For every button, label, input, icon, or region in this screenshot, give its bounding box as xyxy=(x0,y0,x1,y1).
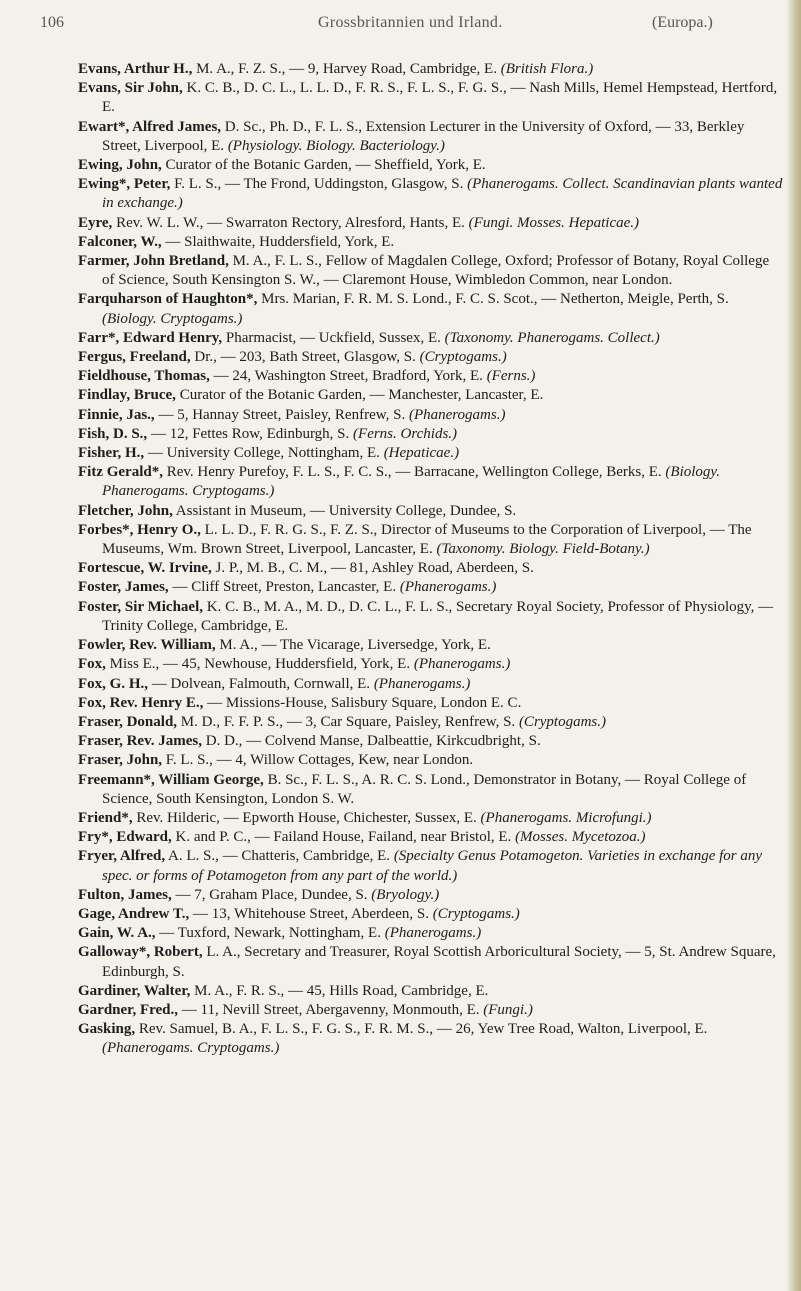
directory-entry xyxy=(78,598,784,636)
entry-specialty: (Bryology.) xyxy=(367,886,440,903)
directory-entry xyxy=(78,463,784,501)
directory-entry xyxy=(78,348,784,367)
entry-specialty: (Cryptogams.) xyxy=(415,349,507,366)
directory-entry xyxy=(78,290,784,328)
entry-details: — 11, Nevill Street, Abergavenny, Monmouth, E. xyxy=(178,1001,480,1018)
entry-details: M. D., F. F. P. S., — 3, Car Square, Paisley, Renfrew, S. xyxy=(177,713,516,730)
entry-specialty: (Hepaticae.) xyxy=(379,445,460,462)
entry-name: Falconer, W., xyxy=(78,233,162,250)
directory-entry xyxy=(78,175,784,213)
entry-specialty: (Mosses. Mycetozoa.) xyxy=(511,829,646,846)
entry-name: Fortescue, W. Irvine, xyxy=(78,560,212,577)
entry-specialty: (Phanerogams.) xyxy=(380,925,482,942)
directory-entry xyxy=(78,1001,784,1020)
entry-name: Ewart*, Alfred James, xyxy=(78,118,222,135)
directory-entry xyxy=(78,425,784,444)
directory-entry xyxy=(78,886,784,905)
entry-name: Ewing*, Peter, xyxy=(78,176,171,193)
entry-specialty: (Phanerogams.) xyxy=(396,579,497,596)
entry-name: Fish, D. S., xyxy=(78,425,148,442)
directory-entry xyxy=(78,367,784,386)
page-header xyxy=(40,8,770,36)
entry-details: Curator of the Botanic Garden, — Sheffield, York, E. xyxy=(161,157,486,174)
entry-name: Foster, James, xyxy=(78,579,169,596)
directory-entry xyxy=(78,79,784,117)
entry-details: — Missions-House, Salisbury Square, London E. C. xyxy=(203,694,522,711)
directory-entry xyxy=(78,214,784,233)
page-number: 106 xyxy=(40,14,64,31)
entry-specialty: (British Flora.) xyxy=(496,61,594,77)
entry-details: Rev. Henry Purefoy, F. L. S., F. C. S., — Barracane, Wellington College, Berks, E. xyxy=(162,464,662,481)
entry-name: Fraser, Donald, xyxy=(78,713,178,730)
entry-specialty: (Phanerogams. Cryptogams.) xyxy=(102,1040,280,1057)
directory-entry xyxy=(78,636,784,655)
region-label: (Europa.) xyxy=(652,14,713,31)
directory-entry xyxy=(78,943,784,981)
entry-details: M. A., F. Z. S., — 9, Harvey Road, Cambridge, E. xyxy=(192,61,497,77)
directory-entry xyxy=(78,502,784,521)
entry-details: — Cliff Street, Preston, Lancaster, E. xyxy=(168,579,397,596)
entry-name: Freemann*, William George, xyxy=(78,771,264,788)
entry-details: F. L. S., — 4, Willow Cottages, Kew, near London. xyxy=(162,752,474,769)
directory-entry xyxy=(78,905,784,924)
directory-entry xyxy=(78,386,784,405)
entry-details: — Slaithwaite, Huddersfield, York, E. xyxy=(161,233,395,250)
entry-specialty: (Physiology. Biology. Bacteriology.) xyxy=(224,137,445,154)
entry-details: L. L. D., F. R. G. S., F. Z. S., Director of Museums to the Corporation of Liverpool, — The Museums, Wm. Brown Street, Liverpool, Lancaster, E. xyxy=(102,521,752,558)
entry-name: Fulton, James, xyxy=(78,886,172,903)
entry-name: Farmer, John Bretland, xyxy=(78,253,229,270)
entry-details: F. L. S., — The Frond, Uddingston, Glasgow, S. xyxy=(170,176,464,193)
directory-entry xyxy=(78,118,784,156)
entry-details: Assistant in Museum, — University College, Dundee, S. xyxy=(172,502,517,519)
entry-specialty: (Fungi.) xyxy=(479,1001,533,1018)
entry-details: L. A., Secretary and Treasurer, Royal Scottish Arboricultural Society, — 5, St. Andrew Square, Edinburgh, S. xyxy=(102,944,776,980)
directory-entry xyxy=(78,444,784,463)
entry-details: — 7, Graham Place, Dundee, S. xyxy=(171,886,368,903)
entry-details: Mrs. Marian, F. R. M. S. Lond., F. C. S. Scot., — Netherton, Meigle, Perth, S. xyxy=(257,291,729,308)
entry-details: — 5, Hannay Street, Paisley, Renfrew, S. xyxy=(154,406,406,423)
directory-entry xyxy=(78,156,784,175)
directory-entry xyxy=(78,559,784,578)
entry-name: Gardner, Fred., xyxy=(78,1001,178,1018)
entry-details: Dr., — 203, Bath Street, Glasgow, S. xyxy=(190,349,416,366)
entry-details: M. A., — The Vicarage, Liversedge, York, E. xyxy=(215,637,491,654)
entry-name: Fowler, Rev. William, xyxy=(78,637,216,654)
entry-name: Fletcher, John, xyxy=(78,502,173,519)
entry-details: Rev. Hilderic, — Epworth House, Chichester, Sussex, E. xyxy=(132,809,477,826)
entry-details: — University College, Nottingham, E. xyxy=(144,445,380,462)
entry-specialty: (Biology. Phanerogams. Cryptogams.) xyxy=(102,464,720,500)
entry-details: D. D., — Colvend Manse, Dalbeattie, Kirkcudbright, S. xyxy=(202,733,541,750)
directory-entry xyxy=(78,60,784,79)
entry-name: Farquharson of Haughton*, xyxy=(78,291,258,308)
entry-details: Rev. Samuel, B. A., F. L. S., F. G. S., F. R. M. S., — 26, Yew Tree Road, Walton, Liverpool, E. xyxy=(135,1021,708,1038)
entry-specialty: (Cryptogams.) xyxy=(515,713,607,730)
directory-entry xyxy=(78,924,784,943)
directory-entry xyxy=(78,655,784,674)
entry-specialty: (Phanerogams.) xyxy=(370,675,471,692)
entry-name: Fitz Gerald*, xyxy=(78,464,163,481)
entry-name: Fox, xyxy=(78,656,106,673)
entry-specialty: (Ferns. Orchids.) xyxy=(349,425,458,442)
entry-details: K. C. B., D. C. L., L. L. D., F. R. S., F. L. S., F. G. S., — Nash Mills, Hemel Hempstead, Hertford, E. xyxy=(102,80,778,116)
entry-details: — Dolvean, Falmouth, Cornwall, E. xyxy=(148,675,371,692)
entry-specialty: (Phanerogams.) xyxy=(405,406,506,423)
entry-details: A. L. S., — Chatteris, Cambridge, E. xyxy=(165,848,391,865)
entry-name: Fox, Rev. Henry E., xyxy=(78,694,204,711)
entry-name: Gasking, xyxy=(78,1021,136,1038)
entry-name: Findlay, Bruce, xyxy=(78,387,176,404)
entry-name: Fox, G. H., xyxy=(78,675,148,692)
entry-details: M. A., F. L. S., Fellow of Magdalen College, Oxford; Professor of Botany, Royal College of Science, South Kensington S. W., — Claremont House, Wimbledon Common, near London. xyxy=(102,253,770,289)
entry-name: Fisher, H., xyxy=(78,445,145,462)
directory-entry xyxy=(78,521,784,559)
entry-name: Evans, Arthur H., xyxy=(78,61,193,77)
directory-entry xyxy=(78,329,784,348)
entry-name: Foster, Sir Michael, xyxy=(78,598,203,615)
directory-entry xyxy=(78,233,784,252)
running-title: Grossbritannien und Irland. xyxy=(318,14,503,31)
entry-name: Gage, Andrew T., xyxy=(78,905,190,922)
entry-name: Eyre, xyxy=(78,214,113,231)
entry-specialty: (Taxonomy. Phanerogams. Collect.) xyxy=(440,329,660,346)
directory-entry xyxy=(78,694,784,713)
entry-details: Pharmacist, — Uckfield, Sussex, E. xyxy=(222,329,441,346)
directory-entry xyxy=(78,751,784,770)
entry-details: K. C. B., M. A., M. D., D. C. L., F. L. S., Secretary Royal Society, Professor of Physiology, — Trinity College, Cambridge, E. xyxy=(102,598,774,634)
entry-details: Miss E., — 45, Newhouse, Huddersfield, York, E. xyxy=(105,656,411,673)
entry-name: Finnie, Jas., xyxy=(78,406,155,423)
directory-entry xyxy=(78,982,784,1001)
page-edge xyxy=(787,0,801,1291)
directory-entry xyxy=(78,406,784,425)
entry-specialty: (Ferns.) xyxy=(482,368,536,385)
entry-specialty: (Biology. Cryptogams.) xyxy=(102,310,243,327)
entry-details: — 13, Whitehouse Street, Aberdeen, S. xyxy=(189,905,429,922)
directory-entry xyxy=(78,675,784,694)
directory-entry xyxy=(78,252,784,290)
directory-entry xyxy=(78,578,784,597)
entry-name: Farr*, Edward Henry, xyxy=(78,329,223,346)
entry-details: M. A., F. R. S., — 45, Hills Road, Cambridge, E. xyxy=(190,982,489,999)
entry-details: J. P., M. B., C. M., — 81, Ashley Road, Aberdeen, S. xyxy=(211,560,534,577)
entry-name: Forbes*, Henry O., xyxy=(78,521,201,538)
entry-name: Friend*, xyxy=(78,809,133,826)
entry-name: Fryer, Alfred, xyxy=(78,848,166,865)
entry-specialty: (Phanerogams. Microfungi.) xyxy=(476,809,652,826)
entry-details: B. Sc., F. L. S., A. R. C. S. Lond., Demonstrator in Botany, — Royal College of Science, South Kensington, London S. W. xyxy=(102,771,747,807)
entry-name: Ewing, John, xyxy=(78,157,162,174)
entry-details: K. and P. C., — Failand House, Failand, near Bristol, E. xyxy=(171,829,512,846)
directory-entry xyxy=(78,1020,784,1058)
entry-name: Fieldhouse, Thomas, xyxy=(78,368,210,385)
entry-name: Fraser, John, xyxy=(78,752,163,769)
entry-name: Fraser, Rev. James, xyxy=(78,733,202,750)
directory-entry xyxy=(78,828,784,847)
entry-details: D. Sc., Ph. D., F. L. S., Extension Lecturer in the University of Oxford, — 33, Berkley Street, Liverpool, E. xyxy=(102,118,745,154)
entry-specialty: (Taxonomy. Biology. Field-Botany.) xyxy=(432,541,650,558)
directory-entry xyxy=(78,847,784,885)
entry-name: Fergus, Freeland, xyxy=(78,349,191,366)
entry-specialty: (Specialty Genus Potamogeton. Varieties in exchange for any spec. or forms of Potamogeton from any part of the world.) xyxy=(102,848,763,884)
entry-details: — 24, Washington Street, Bradford, York, E. xyxy=(209,368,483,385)
entry-specialty: (Cryptogams.) xyxy=(428,905,520,922)
entry-details: — 12, Fettes Row, Edinburgh, S. xyxy=(147,425,350,442)
entry-name: Gain, W. A., xyxy=(78,925,156,942)
entry-specialty: (Phanerogams.) xyxy=(410,656,511,673)
entry-name: Galloway*, Robert, xyxy=(78,944,203,961)
directory-entry xyxy=(78,771,784,809)
entry-specialty: (Phanerogams. Collect. Scandinavian plants wanted in exchange.) xyxy=(102,176,783,212)
entry-name: Fry*, Edward, xyxy=(78,829,172,846)
entry-name: Evans, Sir John, xyxy=(78,80,183,97)
directory-listing xyxy=(78,60,784,1059)
directory-entry xyxy=(78,809,784,828)
entry-details: Curator of the Botanic Garden, — Manchester, Lancaster, E. xyxy=(175,387,544,404)
entry-name: Gardiner, Walter, xyxy=(78,982,191,999)
directory-entry xyxy=(78,732,784,751)
entry-details: Rev. W. L. W., — Swarraton Rectory, Alresford, Hants, E. xyxy=(112,214,465,231)
entry-specialty: (Fungi. Mosses. Hepaticae.) xyxy=(464,214,640,231)
directory-entry xyxy=(78,713,784,732)
entry-details: — Tuxford, Newark, Nottingham, E. xyxy=(155,925,381,942)
